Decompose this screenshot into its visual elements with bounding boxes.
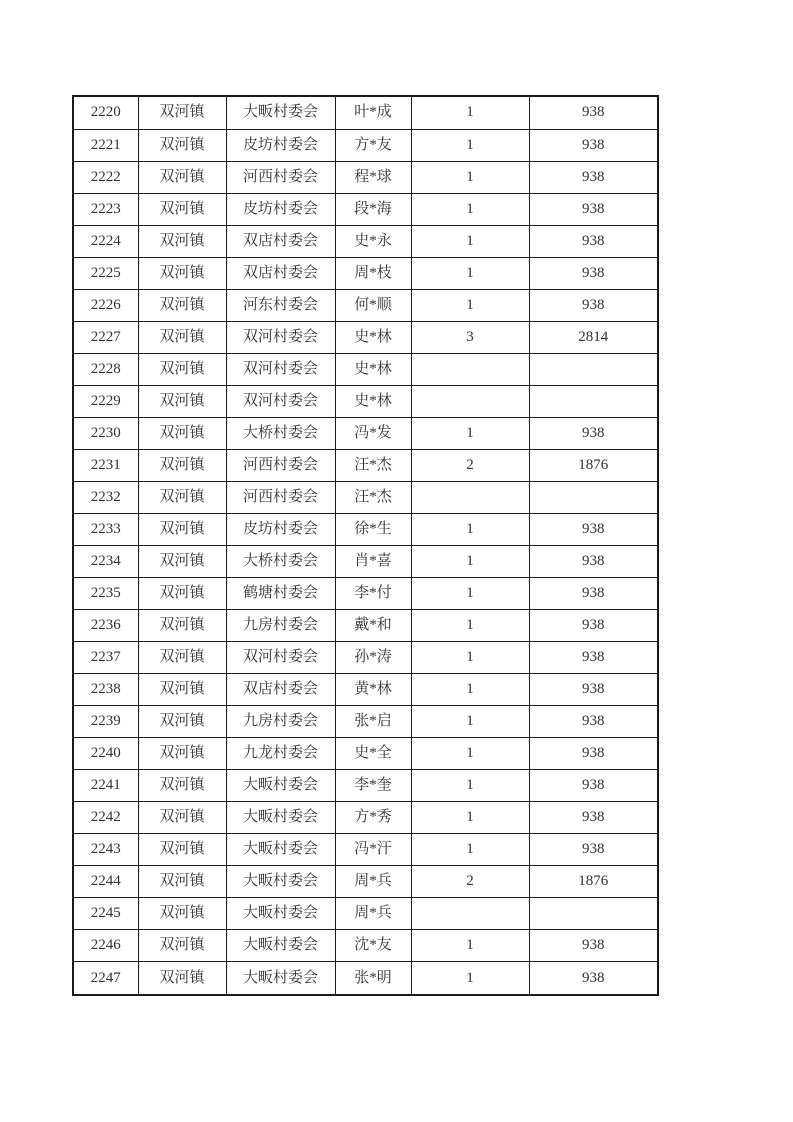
cell-count: 1 xyxy=(411,674,529,706)
table-row xyxy=(73,898,658,930)
cell-amount: 2814 xyxy=(529,321,658,353)
cell-count xyxy=(411,898,529,930)
cell-sequence-number: 2240 xyxy=(73,738,138,770)
cell-count: 2 xyxy=(411,866,529,898)
cell-amount: 1876 xyxy=(529,449,658,481)
cell-count xyxy=(411,385,529,417)
cell-person-name: 张*启 xyxy=(335,706,411,738)
table-row xyxy=(73,706,658,738)
cell-count: 3 xyxy=(411,321,529,353)
table-row xyxy=(73,385,658,417)
cell-sequence-number: 2242 xyxy=(73,802,138,834)
cell-count: 1 xyxy=(411,161,529,193)
cell-amount: 938 xyxy=(529,513,658,545)
cell-sequence-number: 2236 xyxy=(73,610,138,642)
cell-sequence-number: 2235 xyxy=(73,577,138,609)
table-row xyxy=(73,930,658,962)
cell-person-name: 徐*生 xyxy=(335,513,411,545)
cell-count: 1 xyxy=(411,642,529,674)
table-row xyxy=(73,834,658,866)
cell-count: 2 xyxy=(411,449,529,481)
cell-sequence-number: 2239 xyxy=(73,706,138,738)
cell-amount: 938 xyxy=(529,225,658,257)
cell-amount: 938 xyxy=(529,610,658,642)
cell-person-name: 李*付 xyxy=(335,577,411,609)
cell-amount: 938 xyxy=(529,706,658,738)
cell-count: 1 xyxy=(411,802,529,834)
table-row xyxy=(73,866,658,898)
table-row xyxy=(73,225,658,257)
cell-town: 双河镇 xyxy=(138,161,226,193)
cell-sequence-number: 2238 xyxy=(73,674,138,706)
cell-count: 1 xyxy=(411,257,529,289)
cell-sequence-number: 2226 xyxy=(73,289,138,321)
cell-amount: 938 xyxy=(529,545,658,577)
cell-amount: 938 xyxy=(529,96,658,129)
cell-village-committee: 皮坊村委会 xyxy=(226,513,335,545)
table-row xyxy=(73,193,658,225)
cell-town: 双河镇 xyxy=(138,193,226,225)
cell-amount: 938 xyxy=(529,962,658,995)
cell-count: 1 xyxy=(411,225,529,257)
cell-person-name: 方*友 xyxy=(335,129,411,161)
cell-town: 双河镇 xyxy=(138,257,226,289)
cell-amount: 1876 xyxy=(529,866,658,898)
cell-village-committee: 大畈村委会 xyxy=(226,930,335,962)
table-row xyxy=(73,353,658,385)
cell-person-name: 史*林 xyxy=(335,353,411,385)
cell-count: 1 xyxy=(411,289,529,321)
cell-person-name: 叶*成 xyxy=(335,96,411,129)
cell-sequence-number: 2234 xyxy=(73,545,138,577)
cell-village-committee: 皮坊村委会 xyxy=(226,193,335,225)
table-row xyxy=(73,962,658,995)
cell-village-committee: 大畈村委会 xyxy=(226,96,335,129)
cell-amount: 938 xyxy=(529,417,658,449)
cell-person-name: 程*球 xyxy=(335,161,411,193)
cell-person-name: 张*明 xyxy=(335,962,411,995)
table-row xyxy=(73,129,658,161)
table-row xyxy=(73,96,658,129)
cell-town: 双河镇 xyxy=(138,481,226,513)
cell-sequence-number: 2244 xyxy=(73,866,138,898)
cell-count: 1 xyxy=(411,962,529,995)
cell-village-committee: 大畈村委会 xyxy=(226,898,335,930)
cell-village-committee: 大畈村委会 xyxy=(226,866,335,898)
cell-count: 1 xyxy=(411,610,529,642)
cell-count: 1 xyxy=(411,193,529,225)
cell-amount: 938 xyxy=(529,802,658,834)
cell-amount xyxy=(529,481,658,513)
table-row xyxy=(73,257,658,289)
cell-village-committee: 大桥村委会 xyxy=(226,417,335,449)
cell-village-committee: 双店村委会 xyxy=(226,674,335,706)
cell-town: 双河镇 xyxy=(138,545,226,577)
cell-amount: 938 xyxy=(529,257,658,289)
cell-person-name: 周*枝 xyxy=(335,257,411,289)
cell-sequence-number: 2227 xyxy=(73,321,138,353)
table-body xyxy=(73,96,658,995)
cell-count: 1 xyxy=(411,513,529,545)
cell-town: 双河镇 xyxy=(138,353,226,385)
table-row xyxy=(73,674,658,706)
table-row xyxy=(73,642,658,674)
cell-sequence-number: 2246 xyxy=(73,930,138,962)
cell-town: 双河镇 xyxy=(138,449,226,481)
cell-person-name: 冯*发 xyxy=(335,417,411,449)
cell-sequence-number: 2224 xyxy=(73,225,138,257)
cell-sequence-number: 2220 xyxy=(73,96,138,129)
cell-village-committee: 河西村委会 xyxy=(226,161,335,193)
cell-town: 双河镇 xyxy=(138,930,226,962)
cell-amount: 938 xyxy=(529,577,658,609)
table-row xyxy=(73,289,658,321)
table-row xyxy=(73,449,658,481)
cell-village-committee: 河东村委会 xyxy=(226,289,335,321)
cell-town: 双河镇 xyxy=(138,385,226,417)
table-row xyxy=(73,610,658,642)
cell-person-name: 何*顺 xyxy=(335,289,411,321)
cell-amount: 938 xyxy=(529,642,658,674)
cell-amount: 938 xyxy=(529,193,658,225)
cell-town: 双河镇 xyxy=(138,706,226,738)
cell-count xyxy=(411,353,529,385)
cell-amount: 938 xyxy=(529,738,658,770)
cell-town: 双河镇 xyxy=(138,289,226,321)
cell-amount: 938 xyxy=(529,674,658,706)
cell-amount: 938 xyxy=(529,770,658,802)
table-row xyxy=(73,513,658,545)
table-row xyxy=(73,481,658,513)
cell-person-name: 段*海 xyxy=(335,193,411,225)
cell-count: 1 xyxy=(411,417,529,449)
table-row xyxy=(73,161,658,193)
cell-town: 双河镇 xyxy=(138,129,226,161)
cell-person-name: 沈*友 xyxy=(335,930,411,962)
cell-count: 1 xyxy=(411,738,529,770)
table-row xyxy=(73,802,658,834)
cell-village-committee: 大畈村委会 xyxy=(226,962,335,995)
cell-sequence-number: 2225 xyxy=(73,257,138,289)
cell-sequence-number: 2247 xyxy=(73,962,138,995)
cell-town: 双河镇 xyxy=(138,802,226,834)
table-row xyxy=(73,577,658,609)
cell-count: 1 xyxy=(411,545,529,577)
cell-village-committee: 皮坊村委会 xyxy=(226,129,335,161)
cell-count xyxy=(411,481,529,513)
cell-count: 1 xyxy=(411,577,529,609)
cell-town: 双河镇 xyxy=(138,962,226,995)
cell-sequence-number: 2237 xyxy=(73,642,138,674)
cell-sequence-number: 2243 xyxy=(73,834,138,866)
cell-town: 双河镇 xyxy=(138,738,226,770)
cell-village-committee: 九龙村委会 xyxy=(226,738,335,770)
cell-person-name: 史*林 xyxy=(335,385,411,417)
cell-count: 1 xyxy=(411,706,529,738)
cell-person-name: 史*林 xyxy=(335,321,411,353)
table-row xyxy=(73,770,658,802)
cell-amount: 938 xyxy=(529,289,658,321)
cell-village-committee: 河西村委会 xyxy=(226,481,335,513)
cell-town: 双河镇 xyxy=(138,225,226,257)
cell-village-committee: 九房村委会 xyxy=(226,610,335,642)
cell-amount: 938 xyxy=(529,930,658,962)
cell-village-committee: 双店村委会 xyxy=(226,257,335,289)
cell-town: 双河镇 xyxy=(138,866,226,898)
cell-village-committee: 双店村委会 xyxy=(226,225,335,257)
table-row xyxy=(73,321,658,353)
cell-town: 双河镇 xyxy=(138,513,226,545)
table-row xyxy=(73,545,658,577)
cell-village-committee: 河西村委会 xyxy=(226,449,335,481)
cell-person-name: 史*全 xyxy=(335,738,411,770)
cell-village-committee: 双河村委会 xyxy=(226,642,335,674)
cell-amount: 938 xyxy=(529,161,658,193)
cell-person-name: 方*秀 xyxy=(335,802,411,834)
cell-town: 双河镇 xyxy=(138,834,226,866)
cell-sequence-number: 2222 xyxy=(73,161,138,193)
cell-count: 1 xyxy=(411,834,529,866)
cell-count: 1 xyxy=(411,770,529,802)
cell-sequence-number: 2231 xyxy=(73,449,138,481)
cell-sequence-number: 2245 xyxy=(73,898,138,930)
cell-count: 1 xyxy=(411,930,529,962)
cell-town: 双河镇 xyxy=(138,770,226,802)
cell-town: 双河镇 xyxy=(138,417,226,449)
cell-person-name: 汪*杰 xyxy=(335,481,411,513)
cell-village-committee: 双河村委会 xyxy=(226,353,335,385)
cell-sequence-number: 2241 xyxy=(73,770,138,802)
cell-amount: 938 xyxy=(529,129,658,161)
cell-sequence-number: 2223 xyxy=(73,193,138,225)
cell-sequence-number: 2228 xyxy=(73,353,138,385)
cell-sequence-number: 2229 xyxy=(73,385,138,417)
cell-count: 1 xyxy=(411,96,529,129)
cell-person-name: 肖*喜 xyxy=(335,545,411,577)
cell-amount xyxy=(529,353,658,385)
cell-person-name: 周*兵 xyxy=(335,866,411,898)
cell-village-committee: 鹤塘村委会 xyxy=(226,577,335,609)
cell-town: 双河镇 xyxy=(138,674,226,706)
cell-village-committee: 大畈村委会 xyxy=(226,770,335,802)
payment-table xyxy=(72,95,659,996)
cell-town: 双河镇 xyxy=(138,610,226,642)
cell-amount xyxy=(529,385,658,417)
cell-town: 双河镇 xyxy=(138,577,226,609)
cell-village-committee: 大畈村委会 xyxy=(226,802,335,834)
cell-sequence-number: 2233 xyxy=(73,513,138,545)
cell-amount xyxy=(529,898,658,930)
cell-town: 双河镇 xyxy=(138,321,226,353)
cell-town: 双河镇 xyxy=(138,642,226,674)
cell-village-committee: 双河村委会 xyxy=(226,385,335,417)
cell-village-committee: 九房村委会 xyxy=(226,706,335,738)
cell-person-name: 周*兵 xyxy=(335,898,411,930)
cell-person-name: 孙*涛 xyxy=(335,642,411,674)
cell-person-name: 冯*汗 xyxy=(335,834,411,866)
cell-count: 1 xyxy=(411,129,529,161)
cell-sequence-number: 2221 xyxy=(73,129,138,161)
table-row xyxy=(73,738,658,770)
cell-village-committee: 双河村委会 xyxy=(226,321,335,353)
table-row xyxy=(73,417,658,449)
cell-person-name: 史*永 xyxy=(335,225,411,257)
cell-village-committee: 大桥村委会 xyxy=(226,545,335,577)
cell-person-name: 黄*林 xyxy=(335,674,411,706)
cell-amount: 938 xyxy=(529,834,658,866)
cell-town: 双河镇 xyxy=(138,96,226,129)
cell-sequence-number: 2232 xyxy=(73,481,138,513)
cell-person-name: 汪*杰 xyxy=(335,449,411,481)
cell-sequence-number: 2230 xyxy=(73,417,138,449)
cell-village-committee: 大畈村委会 xyxy=(226,834,335,866)
cell-person-name: 戴*和 xyxy=(335,610,411,642)
cell-town: 双河镇 xyxy=(138,898,226,930)
cell-person-name: 李*奎 xyxy=(335,770,411,802)
